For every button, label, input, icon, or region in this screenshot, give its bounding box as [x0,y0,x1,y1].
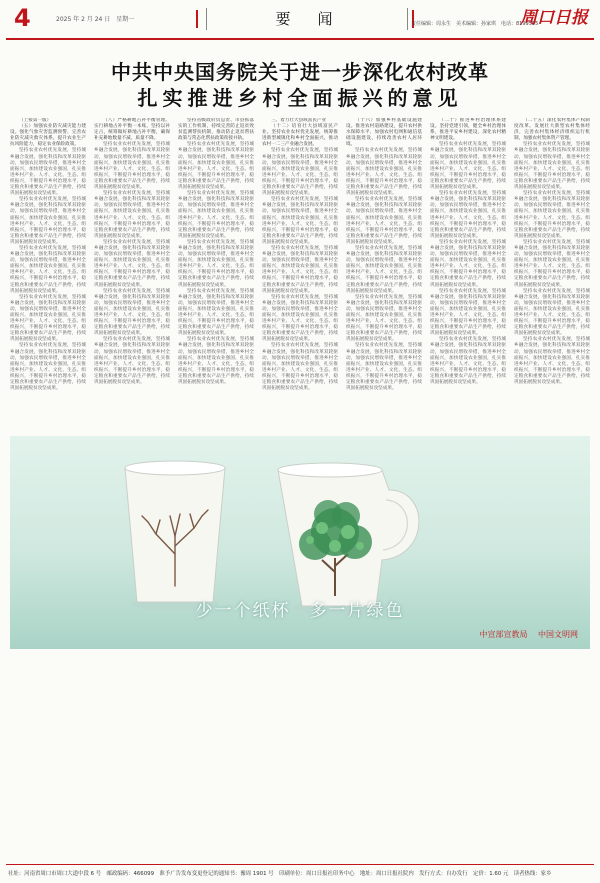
footer-rule [6,864,594,865]
editor-credits: 责任编辑：周永生 美术编辑：孙家琪 电话：8199505 [411,21,539,27]
article-paragraph: 坚持农业农村优先发展，坚持城乡融合发展，强化科技和改革双轮驱动，加强农民增收举措，推进乡村全面振兴，加快建设农业强国，扎实推进乡村产业、人才、文化、生态、组织振兴，不断提升乡村治理水平，稳定粮食和重要农产品生产供给，持续巩固拓展脱贫攻坚成果。 [430,191,506,239]
cup-green-tree [278,463,419,615]
article-paragraph: 坚持农业农村优先发展，坚持城乡融合发展，强化科技和改革双轮驱动，加强农民增收举措，推进乡村全面振兴，加快建设农业强国，扎实推进乡村产业、人才、文化、生态、组织振兴，不断提升乡村治理水平，稳定粮食和重要农产品生产供给，持续巩固拓展脱贫攻坚成果。 [178,191,254,239]
article-paragraph: 坚持农业农村优先发展，坚持城乡融合发展，强化科技和改革双轮驱动，加强农民增收举措，推进乡村全面振兴，加快建设农业强国，扎实推进乡村产业、人才、文化、生态、组织振兴，不断提升乡村治理水平，稳定粮食和重要农产品生产供给，持续巩固拓展脱贫攻坚成果。 [10,148,86,197]
article-paragraph: 坚持农业农村优先发展，坚持城乡融合发展，强化科技和改革双轮驱动，加强农民增收举措，推进乡村全面振兴，加快建设农业强国，扎实推进乡村产业、人才、文化、生态、组织振兴，不断提升乡村治理水平，稳定粮食和重要农产品生产供给，持续巩固拓展脱贫攻坚成果。 [94,288,170,337]
masthead-logo: 周口日报 [520,8,588,28]
section-deco-left [196,10,198,28]
article-paragraph: 坚持农业农村优先发展，坚持城乡融合发展，强化科技和改革双轮驱动，加强农民增收举措，推进乡村全面振兴，加快建设农业强国，扎实推进乡村产业、人才、文化、生态、组织振兴，不断提升乡村治理水平，稳定粮食和重要农产品生产供给，持续巩固拓展脱贫攻坚成果。 [94,191,170,239]
article-paragraph: 坚持农业农村优先发展，坚持城乡融合发展，强化科技和改革双轮驱动，加强农民增收举措，推进乡村全面振兴，加快建设农业强国，扎实推进乡村产业、人才、文化、生态、组织振兴，不断提升乡村治理水平，稳定粮食和重要农产品生产供给，持续巩固拓展脱贫攻坚成果。 [178,239,254,288]
ad-credit-publicity: 中宣部宣教局 [479,630,528,639]
article-paragraph: 坚持农业农村优先发展，坚持城乡融合发展，强化科技和改革双轮驱动，加强农民增收举措，推进乡村全面振兴，加快建设农业强国，扎实推进乡村产业、人才、文化、生态、组织振兴，不断提升乡村治理水平，稳定粮食和重要农产品生产供给，持续巩固拓展脱贫攻坚成果。 [430,142,506,191]
section-title: 要 闻 [206,8,408,30]
article-paragraph: 坚持农业农村优先发展，坚持城乡融合发展，强化科技和改革双轮驱动，加强农民增收举措，推进乡村全面振兴，加快建设农业强国，扎实推进乡村产业、人才、文化、生态、组织振兴，不断提升乡村治理水平，稳定粮食和重要农产品生产供给，持续巩固拓展脱贫攻坚成果。 [514,142,590,191]
article-paragraph: （十二）培育壮大县域富民产业。坚持农业农村优先发展，统筹推进新型城镇化和乡村全面振兴，推动农村一二三产业融合发展。 [262,124,338,148]
article-column [178,118,254,424]
article-paragraph: 坚持农业农村优先发展，坚持城乡融合发展，强化科技和改革双轮驱动，加强农民增收举措，推进乡村全面振兴，加快建设农业强国，扎实推进乡村产业、人才、文化、生态、组织振兴，不断提升乡村治理水平，稳定粮食和重要农产品生产供给，持续巩固拓展脱贫攻坚成果。 [430,288,506,337]
article-paragraph: 坚持农业农村优先发展，坚持城乡融合发展，强化科技和改革双轮驱动，加强农民增收举措，推进乡村全面振兴，加快建设农业强国，扎实推进乡村产业、人才、文化、生态、组织振兴，不断提升乡村治理水平，稳定粮食和重要农产品生产供给，持续巩固拓展脱贫攻坚成果。 [178,337,254,386]
article-paragraph: 坚持农业农村优先发展，坚持城乡融合发展，强化科技和改革双轮驱动，加强农民增收举措，推进乡村全面振兴，加快建设农业强国，扎实推进乡村产业、人才、文化、生态、组织振兴，不断提升乡村治理水平，稳定粮食和重要农产品生产供给，持续巩固拓展脱贫攻坚成果。 [262,148,338,197]
article-paragraph: 坚持农业农村优先发展，坚持城乡融合发展，强化科技和改革双轮驱动，加强农民增收举措，推进乡村全面振兴，加快建设农业强国，扎实推进乡村产业、人才、文化、生态、组织振兴，不断提升乡村治理水平，稳定粮食和重要农产品生产供给，持续巩固拓展脱贫攻坚成果。 [346,245,422,294]
issue-date: 2025 年 2 月 24 日 星期一 [56,16,135,23]
headline-line-2: 扎实推进乡村全面振兴的意见 [137,86,463,110]
article-paragraph: 坚持省级政府负总责、市县抓落实的工作机制，持续完善防止返贫致贫监测帮扶机制，推动防止返贫帮扶政策与常态化帮扶政策衔接并轨。 [178,118,254,142]
article-paragraph: （上接第一版） [19,118,52,123]
article-paragraph: 坚持农业农村优先发展，坚持城乡融合发展，强化科技和改革双轮驱动，加强农民增收举措，推进乡村全面振兴，加快建设农业强国，扎实推进乡村产业、人才、文化、生态、组织振兴，不断提升乡村治理水平，稳定粮食和重要农产品生产供给，持续巩固拓展脱贫攻坚成果。 [514,288,590,337]
article-paragraph: 坚持农业农村优先发展，坚持城乡融合发展，强化科技和改革双轮驱动，加强农民增收举措，推进乡村全面振兴，加快建设农业强国，扎实推进乡村产业、人才、文化、生态、组织振兴，不断提升乡村治理水平，稳定粮食和重要农产品生产供给，持续巩固拓展脱贫攻坚成果。 [262,343,338,392]
article-paragraph: 坚持农业农村优先发展，坚持城乡融合发展，强化科技和改革双轮驱动，加强农民增收举措，推进乡村全面振兴，加快建设农业强国，扎实推进乡村产业、人才、文化、生态、组织振兴，不断提升乡村治理水平，稳定粮食和重要农产品生产供给，持续巩固拓展脱贫攻坚成果。 [346,343,422,392]
ad-slogan: 少一个纸杯 多一片绿色 [195,601,405,621]
cup-bare-tree [125,461,225,611]
article-body [10,118,590,424]
publisher-info: 社址：河南省周口市周口大道中段 6 号 邮政编码：466099 准予广告发布变更登记的通知书：豫周 1901 号 印刷单位：周口日报社印务中心 地址：周口日报社院内 发行方式：自办发行 定价：1.60 元 读者热线：家乡 [8,871,552,877]
ad-credits [479,629,578,640]
article-paragraph: 坚持农业农村优先发展，坚持城乡融合发展，强化科技和改革双轮驱动，加强农民增收举措，推进乡村全面振兴，加快建设农业强国，扎实推进乡村产业、人才、文化、生态、组织振兴，不断提升乡村治理水平，稳定粮食和重要农产品生产供给，持续巩固拓展脱贫攻坚成果。 [346,197,422,245]
article-paragraph: 坚持农业农村优先发展，坚持城乡融合发展，强化科技和改革双轮驱动，加强农民增收举措，推进乡村全面振兴，加快建设农业强国，扎实推进乡村产业、人才、文化、生态、组织振兴，不断提升乡村治理水平，稳定粮食和重要农产品生产供给，持续巩固拓展脱贫攻坚成果。 [94,239,170,288]
public-service-ad [10,436,590,649]
article-paragraph: 坚持农业农村优先发展，坚持城乡融合发展，强化科技和改革双轮驱动，加强农民增收举措，推进乡村全面振兴，加快建设农业强国，扎实推进乡村产业、人才、文化、生态、组织振兴，不断提升乡村治理水平，稳定粮食和重要农产品生产供给，持续巩固拓展脱贫攻坚成果。 [10,294,86,343]
article-column [10,118,86,424]
article-paragraph: 坚持农业农村优先发展，坚持城乡融合发展，强化科技和改革双轮驱动，加强农民增收举措，推进乡村全面振兴，加快建设农业强国，扎实推进乡村产业、人才、文化、生态、组织振兴，不断提升乡村治理水平，稳定粮食和重要农产品生产供给，持续巩固拓展脱贫攻坚成果。 [346,148,422,197]
page-number: 4 [14,4,31,32]
article-paragraph: （十六）加强乡村基础设施建设。推进农村道路建设，提升农村供水保障水平，加强农村电网和通信基础设施建设，持续改善农村人居环境。 [346,118,422,148]
article-paragraph: 坚持农业农村优先发展，坚持城乡融合发展，强化科技和改革双轮驱动，加强农民增收举措，推进乡村全面振兴，加快建设农业强国，扎实推进乡村产业、人才、文化、生态、组织振兴，不断提升乡村治理水平，稳定粮食和重要农产品生产供给，持续巩固拓展脱贫攻坚成果。 [430,239,506,288]
article-paragraph: 坚持农业农村优先发展，坚持城乡融合发展，强化科技和改革双轮驱动，加强农民增收举措，推进乡村全面振兴，加快建设农业强国，扎实推进乡村产业、人才、文化、生态、组织振兴，不断提升乡村治理水平，稳定粮食和重要农产品生产供给，持续巩固拓展脱贫攻坚成果。 [10,245,86,294]
article-paragraph: 坚持农业农村优先发展，坚持城乡融合发展，强化科技和改革双轮驱动，加强农民增收举措，推进乡村全面振兴，加快建设农业强国，扎实推进乡村产业、人才、文化、生态、组织振兴，不断提升乡村治理水平，稳定粮食和重要农产品生产供给，持续巩固拓展脱贫攻坚成果。 [430,337,506,386]
article-paragraph: 坚持农业农村优先发展，坚持城乡融合发展，强化科技和改革双轮驱动，加强农民增收举措，推进乡村全面振兴，加快建设农业强国，扎实推进乡村产业、人才、文化、生态、组织振兴，不断提升乡村治理水平，稳定粮食和重要农产品生产供给，持续巩固拓展脱贫攻坚成果。 [10,197,86,245]
article-paragraph: 坚持农业农村优先发展，坚持城乡融合发展，强化科技和改革双轮驱动，加强农民增收举措，推进乡村全面振兴，加快建设农业强国，扎实推进乡村产业、人才、文化、生态、组织振兴，不断提升乡村治理水平，稳定粮食和重要农产品生产供给，持续巩固拓展脱贫攻坚成果。 [262,197,338,245]
article-paragraph: 坚持农业农村优先发展，坚持城乡融合发展，强化科技和改革双轮驱动，加强农民增收举措，推进乡村全面振兴，加快建设农业强国，扎实推进乡村产业、人才、文化、生态、组织振兴，不断提升乡村治理水平，稳定粮食和重要农产品生产供给，持续巩固拓展脱贫攻坚成果。 [262,245,338,294]
article-paragraph: 坚持农业农村优先发展，坚持城乡融合发展，强化科技和改革双轮驱动，加强农民增收举措，推进乡村全面振兴，加快建设农业强国，扎实推进乡村产业、人才、文化、生态、组织振兴，不断提升乡村治理水平，稳定粮食和重要农产品生产供给，持续巩固拓展脱贫攻坚成果。 [514,191,590,239]
article-paragraph: （二十五）深化农村集体产权制度改革。发展壮大新型农村集体经济，完善农村集体经济组织运行机制，加强农村集体资产管理。 [514,118,590,142]
article-paragraph: 坚持农业农村优先发展，坚持城乡融合发展，强化科技和改革双轮驱动，加强农民增收举措，推进乡村全面振兴，加快建设农业强国，扎实推进乡村产业、人才、文化、生态、组织振兴，不断提升乡村治理水平，稳定粮食和重要农产品生产供给，持续巩固拓展脱贫攻坚成果。 [178,142,254,191]
article-paragraph: 坚持农业农村优先发展，坚持城乡融合发展，强化科技和改革双轮驱动，加强农民增收举措，推进乡村全面振兴，加快建设农业强国，扎实推进乡村产业、人才、文化、生态、组织振兴，不断提升乡村治理水平，稳定粮食和重要农产品生产供给，持续巩固拓展脱贫攻坚成果。 [94,337,170,386]
header-rule [6,38,594,40]
article-paragraph: 坚持农业农村优先发展，坚持城乡融合发展，强化科技和改革双轮驱动，加强农民增收举措，推进乡村全面振兴，加快建设农业强国，扎实推进乡村产业、人才、文化、生态、组织振兴，不断提升乡村治理水平，稳定粮食和重要农产品生产供给，持续巩固拓展脱贫攻坚成果。 [178,288,254,337]
article-paragraph: 坚持农业农村优先发展，坚持城乡融合发展，强化科技和改革双轮驱动，加强农民增收举措，推进乡村全面振兴，加快建设农业强国，扎实推进乡村产业、人才、文化、生态、组织振兴，不断提升乡村治理水平，稳定粮食和重要农产品生产供给，持续巩固拓展脱贫攻坚成果。 [10,343,86,392]
article-paragraph: 坚持农业农村优先发展，坚持城乡融合发展，强化科技和改革双轮驱动，加强农民增收举措，推进乡村全面振兴，加快建设农业强国，扎实推进乡村产业、人才、文化、生态、组织振兴，不断提升乡村治理水平，稳定粮食和重要农产品生产供给，持续巩固拓展脱贫攻坚成果。 [262,294,338,343]
article-paragraph: 三、着力壮大县域富民产业 [271,118,327,123]
article-paragraph: 坚持农业农村优先发展，坚持城乡融合发展，强化科技和改革双轮驱动，加强农民增收举措，推进乡村全面振兴，加快建设农业强国，扎实推进乡村产业、人才、文化、生态、组织振兴，不断提升乡村治理水平，稳定粮食和重要农产品生产供给，持续巩固拓展脱贫攻坚成果。 [346,294,422,343]
headline-line-1: 中共中央国务院关于进一步深化农村改革 [111,60,489,84]
article-column [514,118,590,424]
article-column [94,118,170,424]
article-paragraph: （二十）推进乡村治理体系建设。坚持党建引领，健全乡村治理体系，推进平安乡村建设，深化农村精神文明建设。 [430,118,506,142]
article-paragraph: （八）严格耕地占补平衡管理。实行耕地占补平衡一本账，坚持以补定占，统筹做好耕地占补平衡，确保补充耕地数量不减、质量不降。 [94,118,170,142]
article-paragraph: 坚持农业农村优先发展，坚持城乡融合发展，强化科技和改革双轮驱动，加强农民增收举措，推进乡村全面振兴，加快建设农业强国，扎实推进乡村产业、人才、文化、生态、组织振兴，不断提升乡村治理水平，稳定粮食和重要农产品生产供给，持续巩固拓展脱贫攻坚成果。 [514,337,590,386]
ad-credit-website: 中国文明网 [538,630,578,639]
article-paragraph: 坚持农业农村优先发展，坚持城乡融合发展，强化科技和改革双轮驱动，加强农民增收举措，推进乡村全面振兴，加快建设农业强国，扎实推进乡村产业、人才、文化、生态、组织振兴，不断提升乡村治理水平，稳定粮食和重要农产品生产供给，持续巩固拓展脱贫攻坚成果。 [514,239,590,288]
article-column [346,118,422,424]
article-paragraph: （五）加强农业防灾减灾能力建设。强化气象灾害监测预警，完善农业防灾减灾救灾体系，提升农业生产抗风险能力，稳定农业保险政策。 [10,124,86,148]
article-column [430,118,506,424]
article-column [262,118,338,424]
page-header [6,0,594,38]
article-paragraph: 坚持农业农村优先发展，坚持城乡融合发展，强化科技和改革双轮驱动，加强农民增收举措，推进乡村全面振兴，加快建设农业强国，扎实推进乡村产业、人才、文化、生态、组织振兴，不断提升乡村治理水平，稳定粮食和重要农产品生产供给，持续巩固拓展脱贫攻坚成果。 [94,142,170,191]
